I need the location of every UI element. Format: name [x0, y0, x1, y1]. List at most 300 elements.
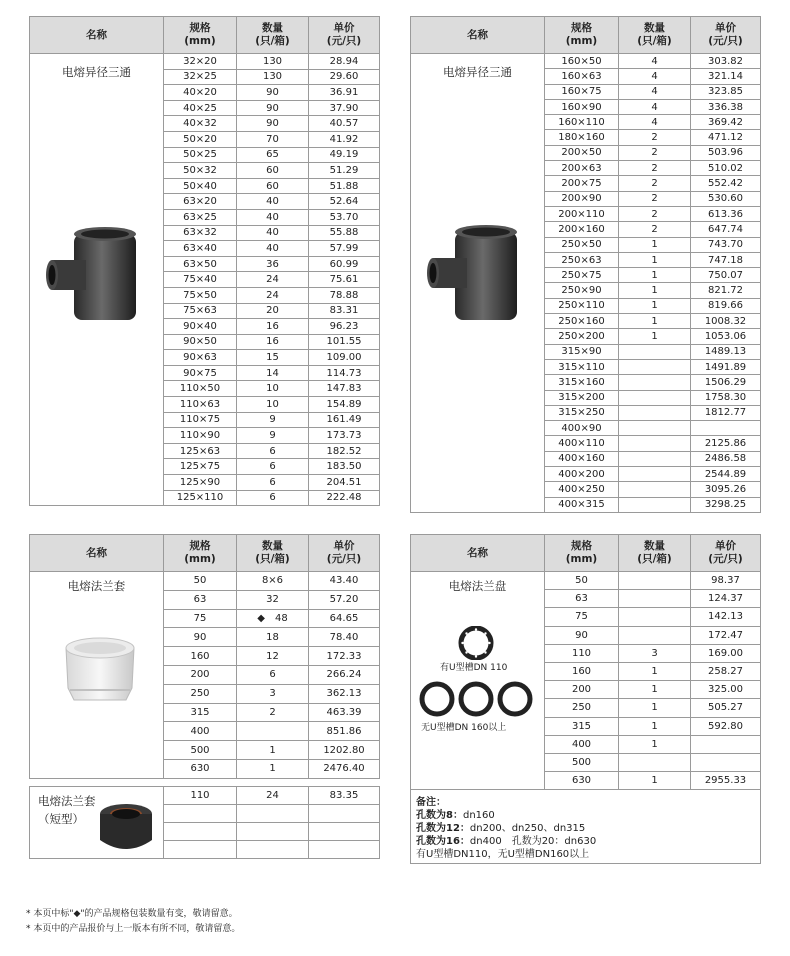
cell-spec: 250×90 — [545, 283, 619, 298]
cell-spec: 500 — [545, 753, 619, 771]
cell-price: 98.37 — [691, 572, 761, 590]
cell-qty — [237, 823, 309, 841]
header-price: 单价 (元/只) — [691, 535, 761, 572]
cell-spec: 200×90 — [545, 191, 619, 206]
cell-qty: 1 — [619, 252, 691, 267]
table-row — [30, 572, 380, 591]
cell-spec: 400×315 — [545, 497, 619, 512]
cell-price: 114.73 — [309, 365, 380, 381]
cell-spec: 110×75 — [164, 412, 237, 428]
cell-qty: 1 — [619, 772, 691, 790]
flange-plate-no-u-image — [418, 680, 534, 718]
cell-qty: 130 — [237, 69, 309, 85]
cell-spec: 40×32 — [164, 116, 237, 132]
cell-qty: 6 — [237, 443, 309, 459]
cell-spec: 110 — [164, 787, 237, 805]
cell-spec: 160 — [545, 662, 619, 680]
cell-price: 173.73 — [309, 428, 380, 444]
remark-text — [416, 796, 596, 861]
cell-qty — [619, 375, 691, 390]
cell-price: 75.61 — [309, 272, 380, 288]
cell-spec: 315×110 — [545, 359, 619, 374]
cell-price: 60.99 — [309, 256, 380, 272]
remark-line1-label: 孔数为8： — [416, 810, 463, 821]
cell-spec: 315 — [164, 703, 237, 722]
cell-spec: 75×50 — [164, 287, 237, 303]
remark-title: 备注： — [416, 797, 446, 808]
cell-spec: 250×160 — [545, 314, 619, 329]
cell-price: 851.86 — [309, 722, 380, 741]
cell-spec: 200×63 — [545, 161, 619, 176]
cell-qty: 8×6 — [237, 572, 309, 591]
cell-spec: 250×75 — [545, 268, 619, 283]
cell-price: 51.88 — [309, 178, 380, 194]
cell-qty: 10 — [237, 381, 309, 397]
remark-line3-label: 孔数为16： — [416, 836, 470, 847]
cell-spec: 250×50 — [545, 237, 619, 252]
cell-spec: 250×200 — [545, 329, 619, 344]
cell-spec: 250×63 — [545, 252, 619, 267]
cell-qty: 14 — [237, 365, 309, 381]
cell-spec: 200 — [164, 665, 237, 684]
cell-price: 1202.80 — [309, 741, 380, 760]
cell-price: 303.82 — [691, 54, 761, 69]
cell-qty: 1 — [619, 699, 691, 717]
cell-spec: 180×160 — [545, 130, 619, 145]
cell-price: 28.94 — [309, 54, 380, 70]
cell-qty: 20 — [237, 303, 309, 319]
cell-price: 369.42 — [691, 115, 761, 130]
header-qty: 数量 (只/箱) — [237, 17, 309, 54]
cell-spec: 400×160 — [545, 451, 619, 466]
cell-spec: 160×75 — [545, 84, 619, 99]
cell-qty: 1 — [619, 268, 691, 283]
cell-qty: 40 — [237, 241, 309, 257]
cell-spec: 110×90 — [164, 428, 237, 444]
cell-price: 336.38 — [691, 99, 761, 114]
cell-price: 819.66 — [691, 298, 761, 313]
cell-qty — [237, 805, 309, 823]
cell-price: 124.37 — [691, 590, 761, 608]
remark-line3: dn400 孔数为20：dn630 — [469, 836, 597, 847]
table-row — [411, 572, 761, 590]
cell-price — [309, 841, 380, 859]
cell-qty — [619, 436, 691, 451]
cell-spec: 63×20 — [164, 194, 237, 210]
cell-spec: 250×110 — [545, 298, 619, 313]
cell-price: 2125.86 — [691, 436, 761, 451]
cell-qty: 4 — [619, 84, 691, 99]
cell-price: 613.36 — [691, 206, 761, 221]
cell-spec — [164, 841, 237, 859]
remark-line1: dn160 — [462, 810, 495, 821]
cell-qty: 4 — [619, 69, 691, 84]
cell-qty — [619, 390, 691, 405]
cell-price: 1812.77 — [691, 405, 761, 420]
cell-price: 147.83 — [309, 381, 380, 397]
cell-spec: 250 — [164, 684, 237, 703]
cell-qty: 1 — [237, 741, 309, 760]
cell-spec: 90×75 — [164, 365, 237, 381]
cell-spec: 110×50 — [164, 381, 237, 397]
cell-spec: 400 — [545, 735, 619, 753]
cell-spec: 315×200 — [545, 390, 619, 405]
cell-price: 503.96 — [691, 145, 761, 160]
cell-qty: 70 — [237, 131, 309, 147]
cell-spec: 125×90 — [164, 475, 237, 491]
cell-price: 57.20 — [309, 590, 380, 609]
product-name: 电熔法兰套 — [67, 579, 126, 593]
cell-qty: 1 — [619, 283, 691, 298]
cell-price: 182.52 — [309, 443, 380, 459]
cell-qty: 2 — [619, 130, 691, 145]
cell-qty: 90 — [237, 116, 309, 132]
cell-spec: 75 — [164, 609, 237, 628]
flange-sleeve-image — [60, 628, 140, 708]
cell-price: 109.00 — [309, 350, 380, 366]
cell-price: 258.27 — [691, 662, 761, 680]
cell-price: 1008.32 — [691, 314, 761, 329]
cell-spec: 40×25 — [164, 100, 237, 116]
reducing-tee-image-small — [44, 222, 142, 328]
cell-spec: 63×25 — [164, 209, 237, 225]
cell-qty: 16 — [237, 319, 309, 335]
cell-spec: 90×63 — [164, 350, 237, 366]
cell-spec: 315×250 — [545, 405, 619, 420]
footnote-1: * 本页中标"◆"的产品规格包装数量有变，敬请留意。 — [26, 909, 238, 919]
cell-price: 40.57 — [309, 116, 380, 132]
cell-qty: 1 — [619, 298, 691, 313]
cell-price: 321.14 — [691, 69, 761, 84]
cell-price: 747.18 — [691, 252, 761, 267]
cell-price: 2955.33 — [691, 772, 761, 790]
cell-qty: 10 — [237, 397, 309, 413]
cell-spec: 500 — [164, 741, 237, 760]
cell-spec: 90 — [545, 626, 619, 644]
cell-qty: 6 — [237, 475, 309, 491]
cell-price: 2476.40 — [309, 759, 380, 778]
cell-price: 55.88 — [309, 225, 380, 241]
cell-spec: 125×110 — [164, 490, 237, 506]
cell-price: 78.88 — [309, 287, 380, 303]
cell-price: 183.50 — [309, 459, 380, 475]
cell-spec: 50×40 — [164, 178, 237, 194]
cell-spec: 75×40 — [164, 272, 237, 288]
cell-spec: 315×160 — [545, 375, 619, 390]
cell-qty: 90 — [237, 100, 309, 116]
cell-qty: 2 — [619, 206, 691, 221]
cell-price: 49.19 — [309, 147, 380, 163]
cell-price: 142.13 — [691, 608, 761, 626]
cell-price: 647.74 — [691, 222, 761, 237]
flange-plate-no-u-label: 无U型槽DN 160以上 — [421, 723, 507, 733]
cell-qty: 2 — [619, 161, 691, 176]
cell-qty: 2 — [619, 222, 691, 237]
header-spec: 规格 (mm) — [545, 535, 619, 572]
cell-spec: 250 — [545, 699, 619, 717]
cell-qty: 3 — [237, 684, 309, 703]
cell-price: 83.35 — [309, 787, 380, 805]
cell-qty: 1 — [619, 662, 691, 680]
header-spec: 规格 (mm) — [545, 17, 619, 54]
cell-price: 1053.06 — [691, 329, 761, 344]
cell-price: 169.00 — [691, 644, 761, 662]
cell-price: 1506.29 — [691, 375, 761, 390]
cell-price: 37.90 — [309, 100, 380, 116]
cell-spec: 200 — [545, 681, 619, 699]
cell-qty: 36 — [237, 256, 309, 272]
cell-price: 1489.13 — [691, 344, 761, 359]
cell-qty — [237, 841, 309, 859]
cell-price — [309, 805, 380, 823]
cell-price: 266.24 — [309, 665, 380, 684]
cell-qty: 4 — [619, 115, 691, 130]
cell-qty: 6 — [237, 490, 309, 506]
cell-spec: 200×160 — [545, 222, 619, 237]
cell-spec: 75×63 — [164, 303, 237, 319]
cell-spec: 50×20 — [164, 131, 237, 147]
product-name: 电熔法兰盘 — [448, 579, 507, 593]
cell-qty: 1 — [619, 329, 691, 344]
cell-spec: 50 — [545, 572, 619, 590]
product-name: 电熔异径三通 — [443, 65, 512, 79]
cell-spec: 630 — [164, 759, 237, 778]
cell-price: 29.60 — [309, 69, 380, 85]
cell-qty: 16 — [237, 334, 309, 350]
cell-spec: 32×20 — [164, 54, 237, 70]
cell-price: 43.40 — [309, 572, 380, 591]
table-row — [30, 54, 380, 70]
cell-qty — [619, 344, 691, 359]
cell-spec: 315 — [545, 717, 619, 735]
cell-spec: 50×32 — [164, 163, 237, 179]
cell-price — [691, 421, 761, 436]
cell-spec: 63×50 — [164, 256, 237, 272]
header-price: 单价 (元/只) — [691, 17, 761, 54]
cell-qty: 6 — [237, 459, 309, 475]
table-row — [30, 787, 380, 805]
cell-price: 471.12 — [691, 130, 761, 145]
cell-price: 64.65 — [309, 609, 380, 628]
cell-spec: 110 — [545, 644, 619, 662]
cell-qty: 1 — [619, 735, 691, 753]
table-row — [411, 54, 761, 69]
cell-qty: 12 — [237, 647, 309, 666]
remark-line4: 有U型槽DN110，无U型槽DN160以上 — [416, 849, 590, 860]
cell-price: 1758.30 — [691, 390, 761, 405]
cell-qty: 40 — [237, 225, 309, 241]
cell-price: 52.64 — [309, 194, 380, 210]
cell-price: 222.48 — [309, 490, 380, 506]
cell-qty — [619, 359, 691, 374]
header-qty: 数量 (只/箱) — [619, 17, 691, 54]
cell-price — [691, 753, 761, 771]
cell-spec: 400×200 — [545, 467, 619, 482]
cell-qty: 9 — [237, 412, 309, 428]
cell-qty: 1 — [619, 717, 691, 735]
cell-price: 78.40 — [309, 628, 380, 647]
cell-qty: 24 — [237, 272, 309, 288]
cell-qty — [237, 609, 309, 628]
cell-spec: 90×40 — [164, 319, 237, 335]
cell-qty — [619, 590, 691, 608]
cell-spec: 50 — [164, 572, 237, 591]
product-name: 电熔异径三通 — [62, 65, 131, 79]
flange-sleeve-short-image — [94, 800, 158, 856]
cell-qty: 4 — [619, 54, 691, 69]
cell-price: 821.72 — [691, 283, 761, 298]
cell-qty: 1 — [619, 237, 691, 252]
cell-price: 552.42 — [691, 176, 761, 191]
cell-qty: 40 — [237, 209, 309, 225]
cell-price: 592.80 — [691, 717, 761, 735]
cell-spec: 400 — [164, 722, 237, 741]
cell-price: 3095.26 — [691, 482, 761, 497]
cell-qty: 3 — [619, 644, 691, 662]
cell-spec: 63 — [545, 590, 619, 608]
header-name: 名称 — [411, 535, 545, 572]
header-name: 名称 — [411, 17, 545, 54]
table-flange-sleeve-short — [29, 786, 380, 859]
cell-price — [309, 823, 380, 841]
flange-plate-u-label: 有U型槽DN 110 — [440, 663, 508, 673]
cell-qty — [619, 467, 691, 482]
cell-qty: 60 — [237, 178, 309, 194]
cell-price: 36.91 — [309, 85, 380, 101]
cell-price: 530.60 — [691, 191, 761, 206]
cell-qty — [619, 626, 691, 644]
cell-price: 154.89 — [309, 397, 380, 413]
cell-qty — [619, 753, 691, 771]
header-price: 单价 (元/只) — [309, 17, 380, 54]
product-name-suffix: （短型） — [38, 812, 84, 826]
cell-price: 743.70 — [691, 237, 761, 252]
cell-spec: 315×90 — [545, 344, 619, 359]
cell-price: 463.39 — [309, 703, 380, 722]
cell-qty — [619, 482, 691, 497]
cell-qty — [619, 572, 691, 590]
cell-qty — [619, 608, 691, 626]
cell-qty: 6 — [237, 665, 309, 684]
cell-spec: 400×250 — [545, 482, 619, 497]
cell-price: 57.99 — [309, 241, 380, 257]
cell-spec: 63×32 — [164, 225, 237, 241]
cell-qty: 24 — [237, 787, 309, 805]
cell-qty: 2 — [619, 191, 691, 206]
cell-price: 3298.25 — [691, 497, 761, 512]
cell-spec: 90×50 — [164, 334, 237, 350]
cell-qty — [237, 722, 309, 741]
cell-spec: 400×110 — [545, 436, 619, 451]
cell-price: 1491.89 — [691, 359, 761, 374]
cell-qty: 1 — [619, 681, 691, 699]
cell-price: 161.49 — [309, 412, 380, 428]
cell-qty: 15 — [237, 350, 309, 366]
cell-price: 362.13 — [309, 684, 380, 703]
cell-price: 83.31 — [309, 303, 380, 319]
footnote-2: * 本页中的产品报价与上一版本有所不同，敬请留意。 — [26, 924, 241, 934]
cell-price: 323.85 — [691, 84, 761, 99]
cell-qty-value: 48 — [274, 612, 288, 624]
cell-price: 505.27 — [691, 699, 761, 717]
cell-qty — [619, 451, 691, 466]
product-name: 电熔法兰套 — [38, 794, 96, 808]
cell-price: 51.29 — [309, 163, 380, 179]
cell-price: 2544.89 — [691, 467, 761, 482]
cell-qty: 130 — [237, 54, 309, 70]
cell-qty: 2 — [619, 145, 691, 160]
cell-qty: 9 — [237, 428, 309, 444]
header-qty: 数量 (只/箱) — [237, 535, 309, 572]
cell-qty: 18 — [237, 628, 309, 647]
cell-qty — [619, 421, 691, 436]
header-price: 单价 (元/只) — [309, 535, 380, 572]
cell-price: 53.70 — [309, 209, 380, 225]
cell-qty — [619, 405, 691, 420]
cell-qty — [619, 497, 691, 512]
remark-line2: dn200、dn250、dn315 — [469, 823, 586, 834]
cell-spec: 63 — [164, 590, 237, 609]
cell-price: 101.55 — [309, 334, 380, 350]
cell-spec: 90 — [164, 628, 237, 647]
cell-spec: 125×63 — [164, 443, 237, 459]
cell-spec: 160 — [164, 647, 237, 666]
cell-price: 750.07 — [691, 268, 761, 283]
cell-qty: 24 — [237, 287, 309, 303]
header-spec: 规格 (mm) — [164, 17, 237, 54]
cell-price: 41.92 — [309, 131, 380, 147]
cell-qty: 1 — [619, 314, 691, 329]
cell-qty: 65 — [237, 147, 309, 163]
cell-spec: 75 — [545, 608, 619, 626]
cell-price: 204.51 — [309, 475, 380, 491]
cell-spec: 32×25 — [164, 69, 237, 85]
cell-qty: 2 — [619, 176, 691, 191]
cell-spec: 160×63 — [545, 69, 619, 84]
remark-line2-label: 孔数为12： — [416, 823, 470, 834]
cell-price: 2486.58 — [691, 451, 761, 466]
cell-spec: 200×75 — [545, 176, 619, 191]
header-name: 名称 — [30, 17, 164, 54]
diamond-icon: ◆ — [257, 612, 265, 624]
cell-qty: 4 — [619, 99, 691, 114]
cell-spec: 400×90 — [545, 421, 619, 436]
cell-spec: 125×75 — [164, 459, 237, 475]
cell-spec: 110×63 — [164, 397, 237, 413]
cell-spec — [164, 823, 237, 841]
cell-price — [691, 735, 761, 753]
reducing-tee-image-large — [425, 222, 523, 328]
cell-qty: 40 — [237, 194, 309, 210]
cell-price: 96.23 — [309, 319, 380, 335]
cell-spec: 160×110 — [545, 115, 619, 130]
header-spec: 规格 (mm) — [164, 535, 237, 572]
cell-spec: 200×50 — [545, 145, 619, 160]
cell-qty: 1 — [237, 759, 309, 778]
cell-qty: 60 — [237, 163, 309, 179]
cell-qty: 32 — [237, 590, 309, 609]
cell-spec: 630 — [545, 772, 619, 790]
cell-spec: 200×110 — [545, 206, 619, 221]
cell-price: 172.47 — [691, 626, 761, 644]
cell-spec: 50×25 — [164, 147, 237, 163]
cell-spec: 160×90 — [545, 99, 619, 114]
header-name: 名称 — [30, 535, 164, 572]
cell-spec: 63×40 — [164, 241, 237, 257]
flange-plate-u-image — [457, 626, 495, 660]
cell-price: 172.33 — [309, 647, 380, 666]
cell-spec — [164, 805, 237, 823]
